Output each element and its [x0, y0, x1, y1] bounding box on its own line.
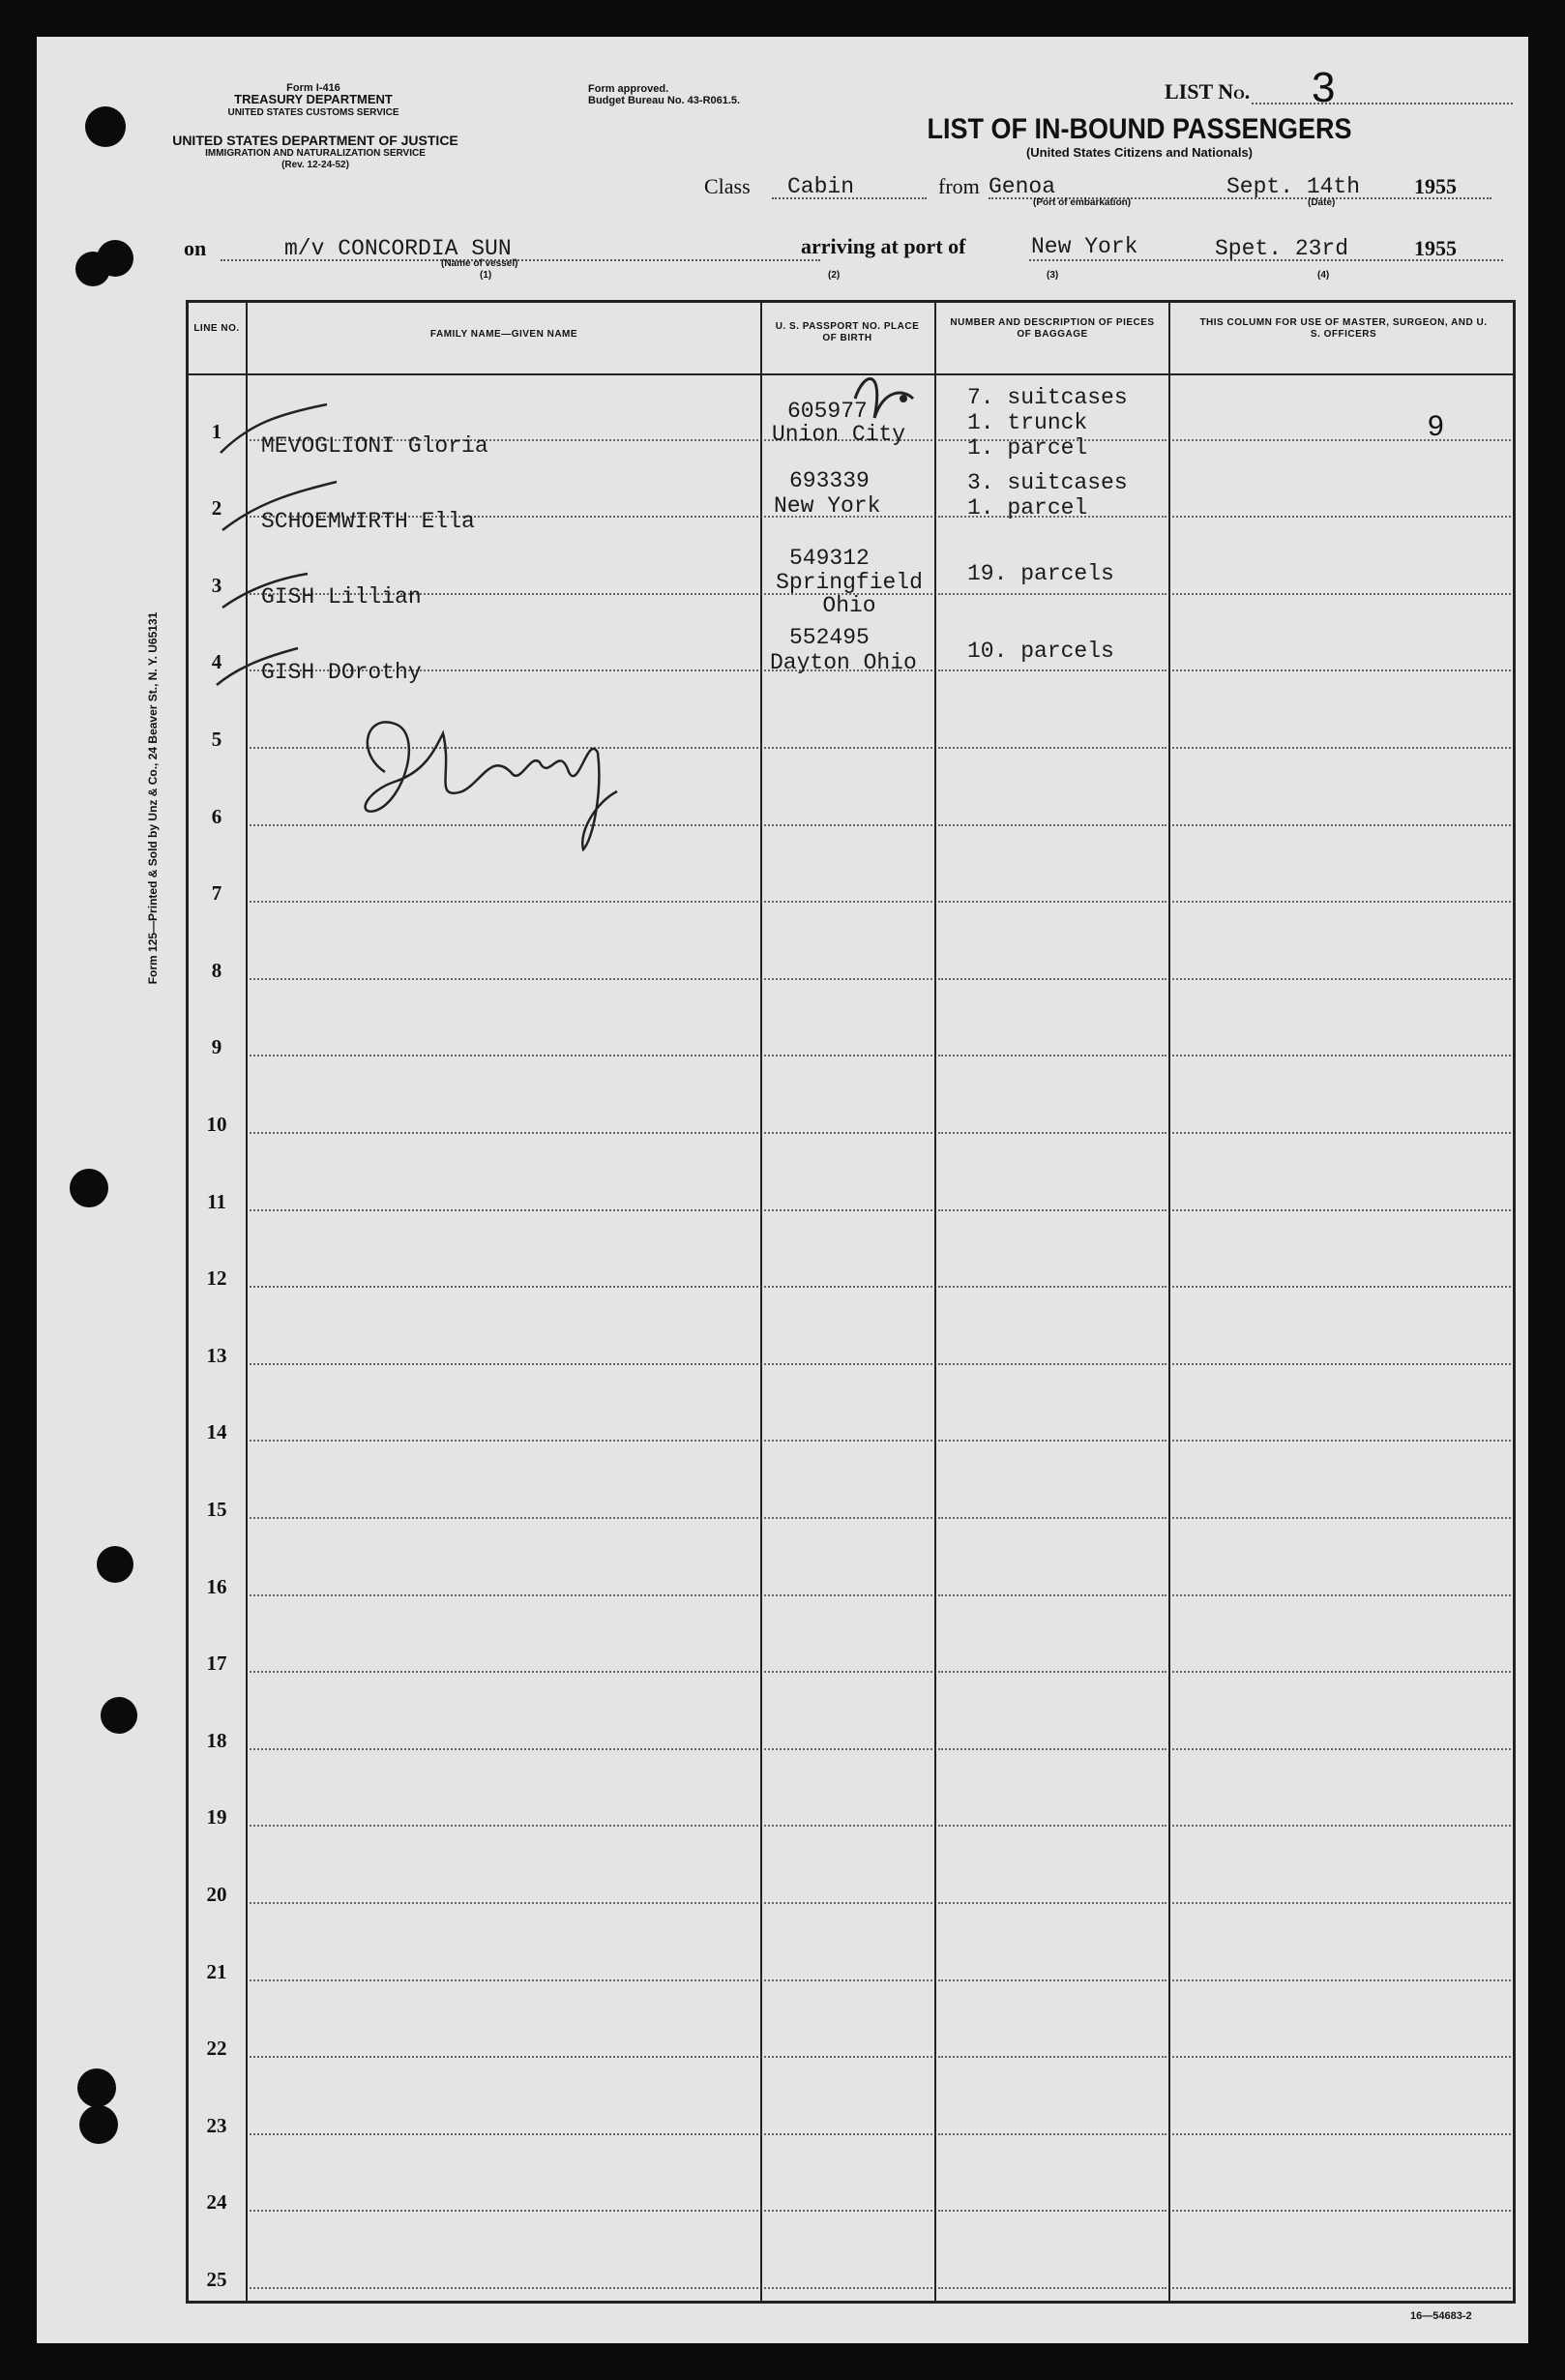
line-number: 2 [211, 496, 222, 521]
row-dotted-line [1172, 1209, 1511, 1211]
line-number: 17 [206, 1651, 227, 1676]
page-title: LIST OF IN-BOUND PASSENGERS [927, 112, 1352, 145]
printer-margin-text: Form 125—Printed & Sold by Unz & Co., 24 Beaver St., N. Y. U65131 [146, 611, 160, 985]
binder-hole [79, 2105, 118, 2144]
line-number: 11 [207, 1189, 226, 1213]
row-dotted-line [250, 1132, 758, 1134]
row-dotted-line [764, 1286, 932, 1288]
binder-hole [101, 1697, 137, 1734]
row-dotted-line [938, 901, 1166, 903]
line-number: 5 [211, 728, 222, 751]
caption-2: (2) [828, 270, 841, 281]
row-dotted-line [938, 669, 1166, 671]
row-dotted-line [1172, 1748, 1511, 1750]
passenger-name: GISH DOrothy [261, 660, 422, 685]
row-dotted-line [938, 1440, 1166, 1442]
row-dotted-line [1172, 901, 1511, 903]
baggage-item: 3. suitcases [967, 470, 1128, 495]
vessel-value: m/v CONCORDIA SUN [284, 236, 512, 261]
row-dotted-line [764, 1594, 932, 1596]
row-dotted-line [250, 1209, 758, 1211]
row-dotted-line [1172, 1055, 1511, 1056]
passport-number: 552495 [789, 625, 870, 650]
row-dotted-line [1172, 1902, 1511, 1904]
row-dotted-line [764, 1748, 932, 1750]
row-dotted-line [250, 1748, 758, 1750]
row-dotted-line [938, 1825, 1166, 1827]
row-dotted-line [1172, 439, 1511, 441]
list-no-line [1252, 103, 1513, 104]
row-dotted-line [764, 1517, 932, 1519]
row-dotted-line [250, 1825, 758, 1827]
row-dotted-line [1172, 747, 1511, 749]
row-dotted-line [938, 2210, 1166, 2212]
col-divider-baggage [1168, 300, 1170, 2303]
class-label: Class [704, 174, 751, 198]
row-dotted-line [938, 1055, 1166, 1056]
row-dotted-line [938, 593, 1166, 595]
line-number: 14 [206, 1420, 227, 1444]
row-dotted-line [938, 978, 1166, 980]
row-dotted-line [938, 1209, 1166, 1211]
row-dotted-line [764, 824, 932, 826]
row-dotted-line [1172, 1440, 1511, 1442]
form-number: Form I-416 [286, 82, 340, 94]
line-number: 18 [206, 1728, 227, 1752]
form-approved: Form approved. [588, 83, 669, 95]
binder-hole [77, 2068, 116, 2107]
caption-3: (3) [1047, 270, 1059, 281]
row-dotted-line [1172, 516, 1511, 518]
row-dotted-line [764, 1671, 932, 1673]
line-number: 20 [206, 1883, 227, 1906]
line-number: 6 [211, 804, 222, 828]
row-dotted-line [250, 2056, 758, 2058]
row-dotted-line [250, 1902, 758, 1904]
footer-code: 16—54683-2 [1410, 2310, 1472, 2322]
row-dotted-line [250, 1671, 758, 1673]
header-officers: THIS COLUMN FOR USE OF MASTER, SURGEON, AND U. S. OFFICERS [1199, 317, 1488, 340]
row-dotted-line [250, 2210, 758, 2212]
row-dotted-line [764, 978, 932, 980]
row-dotted-line [938, 747, 1166, 749]
row-dotted-line [764, 2056, 932, 2058]
passport-stamp-mark [845, 360, 923, 437]
row-dotted-line [764, 747, 932, 749]
place-of-birth: Springfield Ohio [776, 570, 923, 618]
line-number: 10 [206, 1113, 227, 1136]
row-dotted-line [1172, 2133, 1511, 2135]
row-dotted-line [764, 2210, 932, 2212]
row-dotted-line [250, 1440, 758, 1442]
caption-1: (1) [480, 270, 492, 281]
row-dotted-line [1172, 1594, 1511, 1596]
row-dotted-line [938, 1363, 1166, 1365]
row-dotted-line [1172, 1517, 1511, 1519]
vessel-caption: (Name of vessel) [441, 258, 518, 269]
place-of-birth: Dayton Ohio [770, 650, 917, 675]
row-dotted-line [764, 901, 932, 903]
table-right-border [1513, 300, 1516, 2304]
inspector-signature [346, 695, 636, 869]
form-page [37, 37, 1528, 2343]
row-dotted-line [764, 1055, 932, 1056]
line-number: 23 [206, 2113, 227, 2137]
row-dotted-line [1172, 978, 1511, 980]
line-number: 22 [206, 2037, 227, 2061]
line-number: 15 [206, 1498, 227, 1521]
ins-heading: IMMIGRATION AND NATURALIZATION SERVICE [205, 148, 426, 159]
baggage-item: 1. parcel [967, 495, 1088, 521]
list-no-label: LIST No. [1165, 79, 1251, 104]
row-dotted-line [250, 1363, 758, 1365]
row-dotted-line [1172, 1286, 1511, 1288]
row-dotted-line [938, 1671, 1166, 1673]
row-dotted-line [938, 2287, 1166, 2289]
departure-year: 1955 [1414, 174, 1457, 198]
header-baggage: NUMBER AND DESCRIPTION OF PIECES OF BAGGAGE [950, 317, 1155, 340]
row-dotted-line [938, 1286, 1166, 1288]
row-dotted-line [938, 1517, 1166, 1519]
line-number: 25 [206, 2268, 227, 2291]
baggage-item: 10. parcels [967, 639, 1114, 664]
binder-hole [97, 240, 133, 277]
caption-4: (4) [1317, 270, 1330, 281]
row-dotted-line [764, 2287, 932, 2289]
row-dotted-line [1172, 2210, 1511, 2212]
row-dotted-line [764, 1979, 932, 1981]
list-no-value: 3 [1312, 64, 1336, 111]
row-dotted-line [764, 1440, 932, 1442]
class-value: Cabin [787, 174, 855, 199]
row-dotted-line [938, 1979, 1166, 1981]
line-number: 21 [206, 1959, 227, 1983]
line-number: 7 [211, 881, 222, 906]
line-number: 4 [211, 650, 222, 674]
line-number: 3 [211, 573, 222, 597]
header-passport: U. S. PASSPORT NO. PLACE OF BIRTH [775, 321, 920, 343]
line-number: 13 [206, 1343, 227, 1367]
row-dotted-line [250, 1286, 758, 1288]
passport-number: 605977 [787, 399, 868, 424]
row-dotted-line [1172, 1979, 1511, 1981]
table-left-border [186, 300, 189, 2304]
departure-date-value: Sept. 14th [1226, 174, 1361, 199]
row-dotted-line [1172, 2287, 1511, 2289]
row-dotted-line [250, 1055, 758, 1056]
line-number: 24 [206, 2190, 227, 2215]
row-dotted-line [938, 1594, 1166, 1596]
port-embarkation-caption: (Port of embarkation) [1033, 197, 1132, 208]
baggage-item: 7. suitcases [967, 385, 1128, 410]
row-dotted-line [764, 2133, 932, 2135]
binder-hole [97, 1546, 133, 1583]
row-dotted-line [1172, 593, 1511, 595]
row-dotted-line [938, 1132, 1166, 1134]
row-dotted-line [1172, 1363, 1511, 1365]
row-dotted-line [250, 2287, 758, 2289]
port-embarkation-value: Genoa [989, 174, 1056, 199]
passenger-name: MEVOGLIONI Gloria [261, 433, 488, 459]
baggage-item: 1. parcel [967, 435, 1088, 461]
line-number: 12 [206, 1266, 227, 1291]
row-dotted-line [1172, 1132, 1511, 1134]
row-dotted-line [1172, 1825, 1511, 1827]
row-dotted-line [764, 1132, 932, 1134]
row-dotted-line [250, 2133, 758, 2135]
passenger-name: SCHOEMWIRTH Ella [261, 509, 475, 534]
row-dotted-line [938, 824, 1166, 826]
row-dotted-line [250, 901, 758, 903]
binder-hole [70, 1169, 108, 1207]
budget-bureau: Budget Bureau No. 43-R061.5. [588, 95, 741, 106]
row-dotted-line [250, 1979, 758, 1981]
row-dotted-line [764, 1363, 932, 1365]
date-caption: (Date) [1308, 197, 1336, 208]
row-dotted-line [250, 1594, 758, 1596]
arriving-label: arriving at port of [801, 234, 966, 258]
header-name: FAMILY NAME—GIVEN NAME [429, 329, 578, 340]
revision-date: (Rev. 12-24-52) [281, 160, 349, 170]
line-number: 8 [211, 958, 222, 982]
handwritten-checkmarks [211, 385, 501, 695]
row-dotted-line [250, 1517, 758, 1519]
row-dotted-line [764, 1902, 932, 1904]
row-dotted-line [764, 1825, 932, 1827]
row-dotted-line [938, 2133, 1166, 2135]
row-dotted-line [1172, 1671, 1511, 1673]
place-of-birth: Union City [772, 422, 906, 447]
place-of-birth: New York [774, 493, 881, 519]
row-dotted-line [1172, 2056, 1511, 2058]
table-bottom-border [186, 2301, 1515, 2304]
on-label: on [184, 236, 207, 260]
page-subtitle: (United States Citizens and Nationals) [1025, 145, 1254, 160]
col-divider-name [760, 300, 762, 2303]
line-number: 1 [211, 419, 222, 443]
line-number: 9 [211, 1035, 222, 1059]
table-top-border [186, 300, 1515, 303]
row-dotted-line [250, 978, 758, 980]
passport-number: 549312 [789, 546, 870, 571]
officer-note: 9 [1428, 410, 1444, 442]
line-number: 19 [206, 1805, 227, 1830]
baggage-item: 1. trunck [967, 410, 1088, 435]
arrival-date-value: Spet. 23rd [1215, 236, 1349, 261]
arrival-year: 1955 [1414, 236, 1457, 260]
row-dotted-line [764, 1209, 932, 1211]
line-number: 16 [206, 1574, 227, 1598]
row-dotted-line [938, 1902, 1166, 1904]
row-dotted-line [938, 2056, 1166, 2058]
col-divider-passport [934, 300, 936, 2303]
row-dotted-line [938, 1748, 1166, 1750]
treasury-department: TREASURY DEPARTMENT [234, 92, 393, 106]
passenger-name: GISH Lillian [261, 584, 422, 610]
header-line-no: LINE NO. [193, 323, 240, 334]
from-label: from [938, 174, 980, 198]
baggage-item: 19. parcels [967, 561, 1114, 586]
passport-number: 693339 [789, 468, 870, 493]
customs-service: UNITED STATES CUSTOMS SERVICE [227, 107, 399, 118]
doj-heading: UNITED STATES DEPARTMENT OF JUSTICE [172, 133, 458, 148]
row-dotted-line [1172, 824, 1511, 826]
arrival-port-value: New York [1031, 234, 1138, 259]
row-dotted-line [1172, 669, 1511, 671]
